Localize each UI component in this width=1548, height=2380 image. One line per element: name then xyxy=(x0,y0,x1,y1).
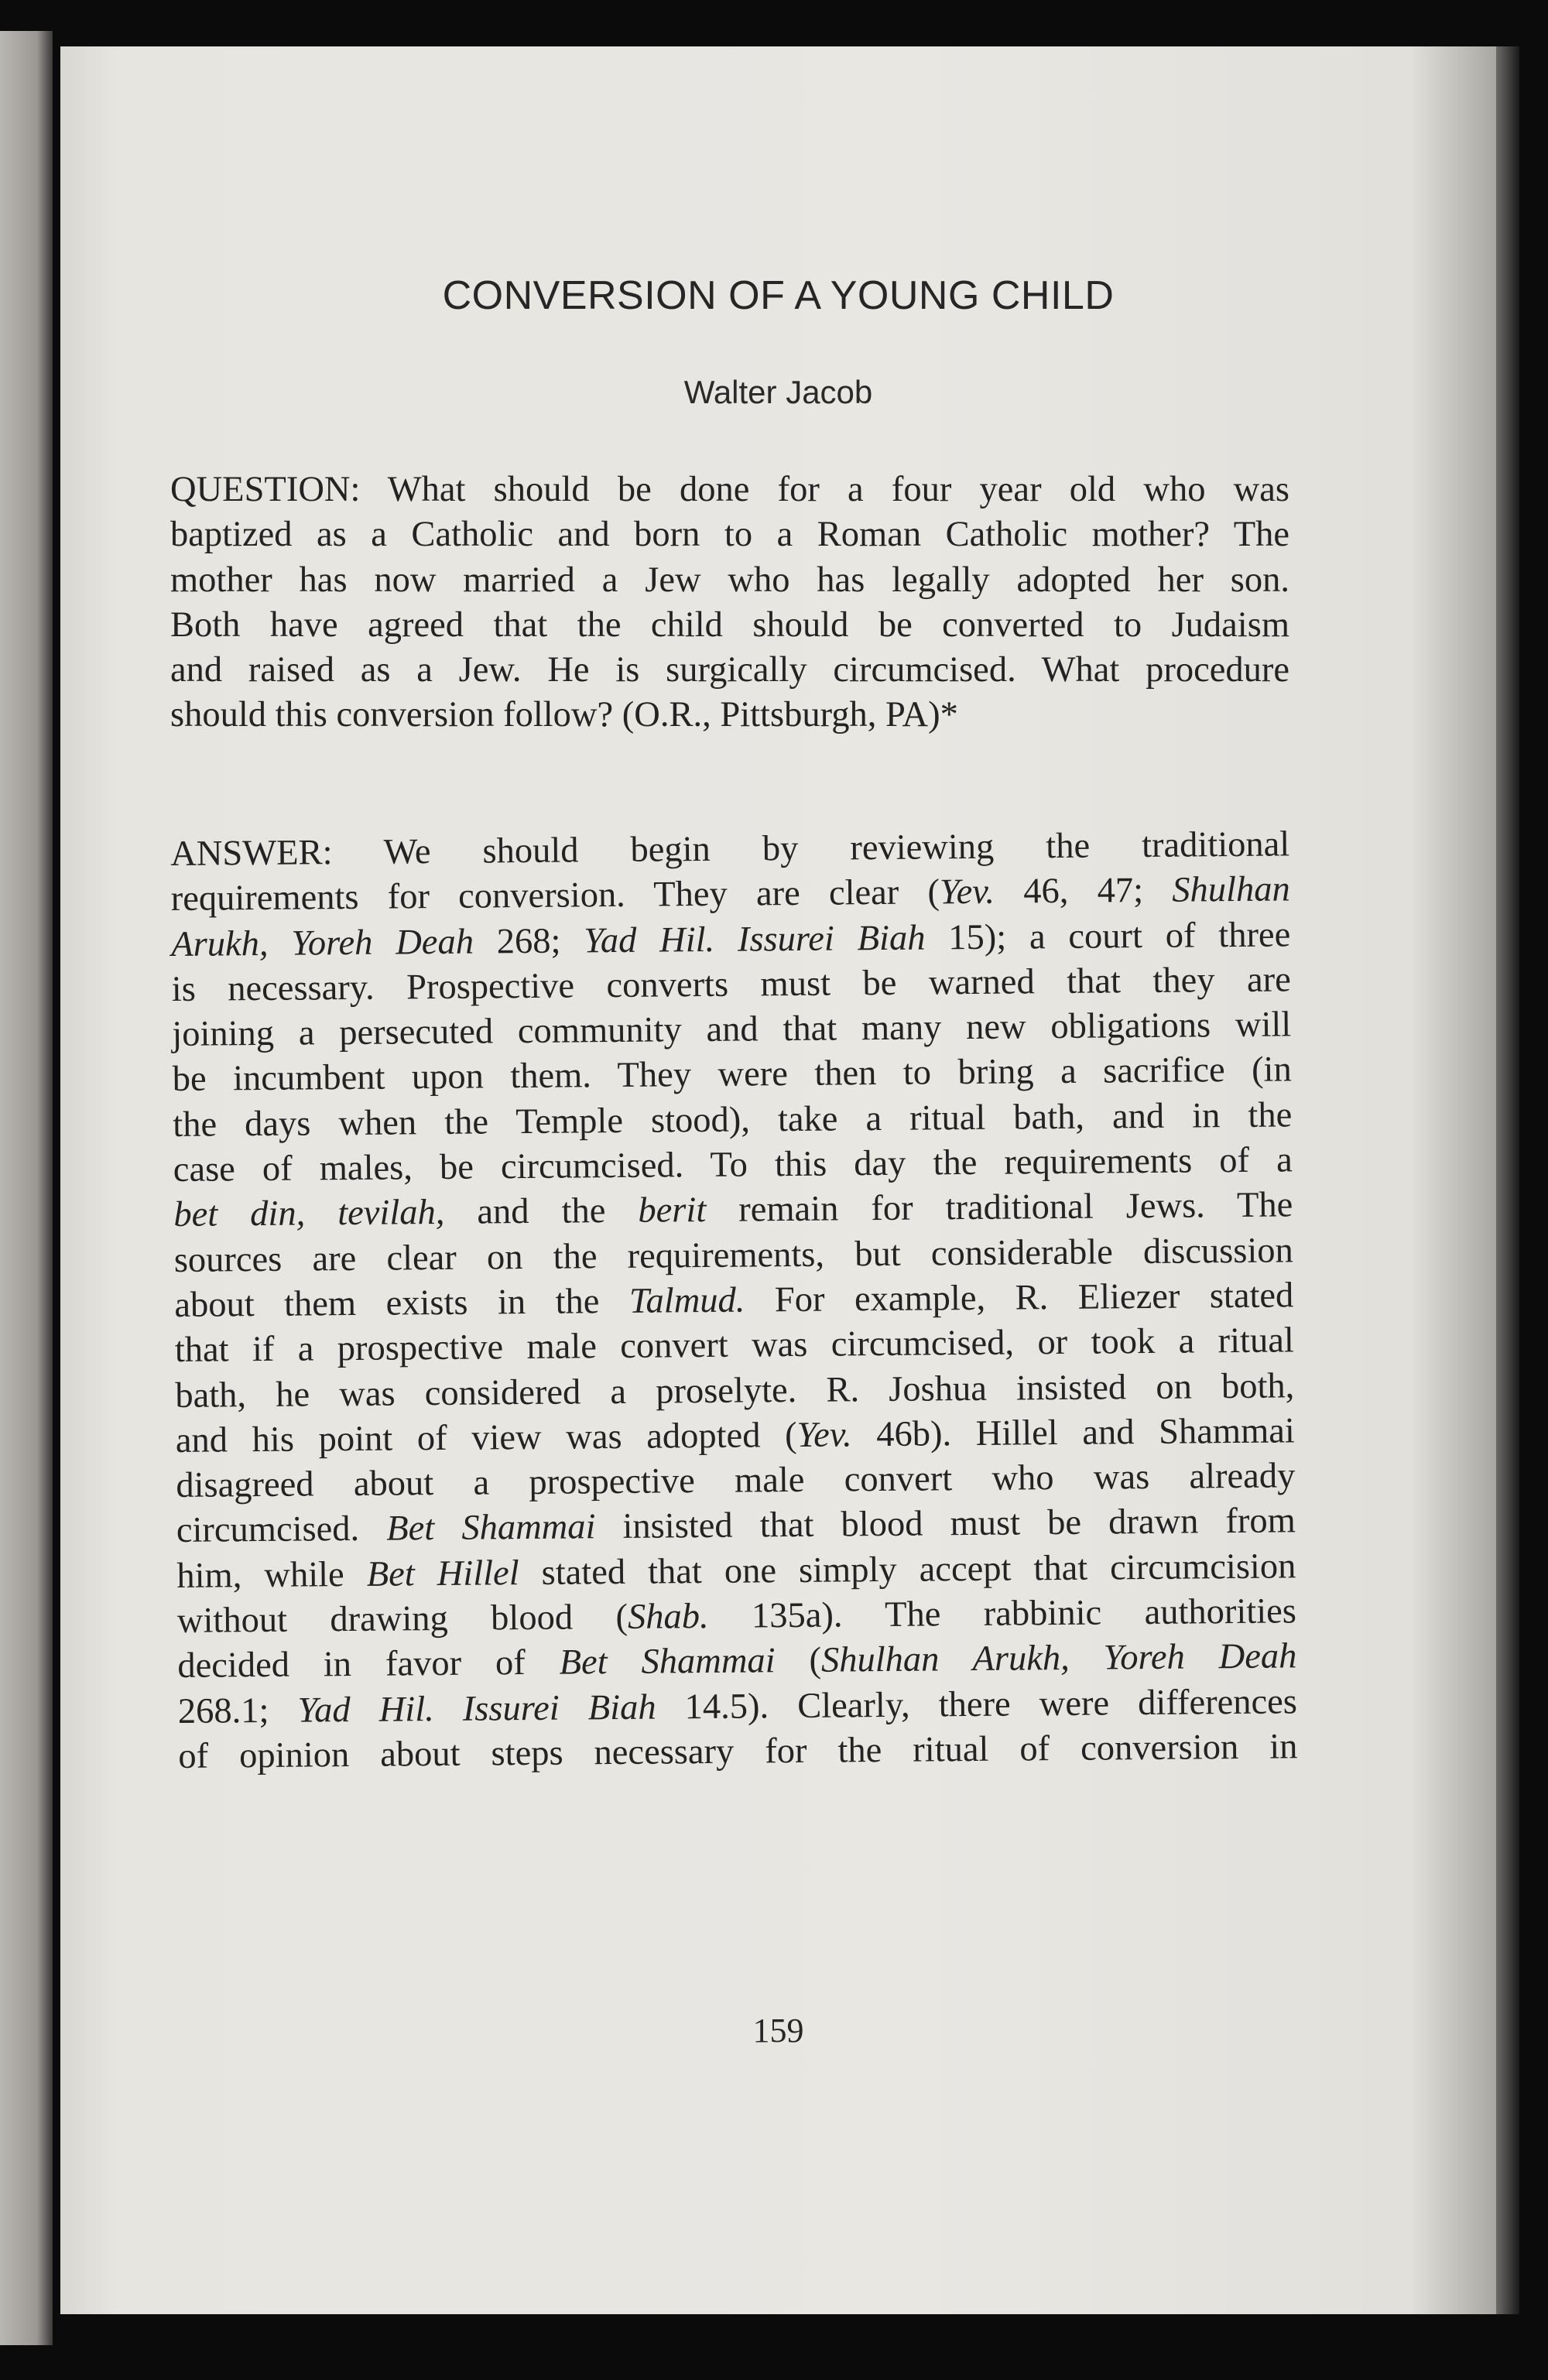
text-segment: bath, he was considered a proselyte. R. Joshua insisted on both, xyxy=(175,1365,1295,1416)
text-segment: ANSWER: We should begin by reviewing the traditional xyxy=(170,824,1290,874)
text-segment: without drawing blood ( xyxy=(176,1597,628,1642)
text-line xyxy=(170,467,1289,512)
text-segment: QUESTION: What should be done for a four year old who was xyxy=(170,470,1289,509)
text-segment: the days when the Temple stood), take a ritual bath, and in the xyxy=(173,1095,1293,1145)
text-segment: 15); a court of three xyxy=(925,914,1291,958)
text-segment: 46, 47; xyxy=(994,871,1173,913)
author-name: Walter Jacob xyxy=(683,374,873,410)
italic-text: Shulhan Arukh, Yoreh Deah xyxy=(820,1636,1297,1681)
text-segment: decided in favor of xyxy=(177,1642,560,1687)
text-segment: of opinion about steps necessary for the ritual of conversion in xyxy=(178,1727,1298,1776)
text-segment: that if a prospective male convert was circumcised, or took a ritual xyxy=(174,1320,1295,1371)
book-page xyxy=(60,46,1496,2314)
text-segment: stated that one simply accept that circumcision xyxy=(519,1546,1296,1593)
italic-text: Bet Shammai xyxy=(559,1641,776,1683)
text-segment: requirements for conversion. They are clear ( xyxy=(170,872,940,919)
text-segment: him, while xyxy=(176,1554,367,1596)
text-segment: 46b). Hillel and Shammai xyxy=(851,1411,1296,1455)
page-edge-shadow xyxy=(1496,46,1519,2314)
text-segment: mother has now married a Jew who has legally adopted her son. xyxy=(170,560,1289,600)
text-segment: Both have agreed that the child should be converted to Judaism xyxy=(170,604,1289,645)
italic-text: Bet Shammai xyxy=(386,1507,596,1550)
text-segment: 268.1; xyxy=(177,1690,298,1731)
italic-text: Shulhan xyxy=(1172,869,1290,911)
text-segment: should this conversion follow? (O.R., Pittsburgh, PA)* xyxy=(170,695,958,735)
text-segment: sources are clear on the requirements, but considerable discussion xyxy=(173,1231,1293,1280)
facing-page-edge xyxy=(0,31,53,2345)
text-segment: and the xyxy=(444,1191,639,1233)
text-segment: and raised as a Jew. He is surgically circumcised. What procedure xyxy=(170,650,1289,690)
text-line xyxy=(170,648,1289,693)
text-segment: be incumbent upon them. They were then to bring a sacrifice (in xyxy=(172,1050,1292,1100)
text-line xyxy=(170,512,1289,557)
italic-text: Yev. xyxy=(796,1415,852,1455)
italic-text: Yev. xyxy=(939,872,995,913)
italic-text: berit xyxy=(638,1190,707,1231)
text-segment: is necessary. Prospective converts must be warned that they are xyxy=(171,960,1291,1009)
text-segment: 135a). The rabbinic authorities xyxy=(708,1591,1297,1637)
italic-text: bet din, tevilah, xyxy=(173,1193,445,1235)
text-line xyxy=(170,603,1289,648)
text-segment: remain for traditional Jews. The xyxy=(706,1185,1293,1231)
text-segment: and his point of view was adopted ( xyxy=(175,1415,797,1461)
text-line xyxy=(170,693,1289,738)
text-segment: For example, R. Eliezer stated xyxy=(745,1276,1294,1320)
text-line xyxy=(178,1724,1297,1779)
italic-text: Yad Hil. Issurei Biah xyxy=(297,1687,656,1731)
question-paragraph xyxy=(170,467,1289,738)
text-segment: baptized as a Catholic and born to a Roman Catholic mother? The xyxy=(170,515,1289,555)
page-number: 159 xyxy=(752,2012,804,2050)
text-segment: ( xyxy=(775,1641,822,1681)
italic-text: Arukh, Yoreh Deah xyxy=(171,922,474,964)
article-title: CONVERSION OF A YOUNG CHILD xyxy=(442,273,1115,318)
italic-text: Bet Hillel xyxy=(366,1553,519,1594)
text-line xyxy=(170,558,1289,603)
text-segment: about them exists in the xyxy=(174,1281,630,1325)
text-segment: insisted that blood must be drawn from xyxy=(595,1501,1296,1547)
text-segment: 268; xyxy=(473,920,584,962)
italic-text: Shab. xyxy=(627,1597,709,1637)
text-segment: 14.5). Clearly, there were differences xyxy=(656,1681,1298,1728)
italic-text: Talmud. xyxy=(628,1280,745,1321)
text-segment: case of males, be circumcised. To this day the requirements of a xyxy=(173,1140,1293,1190)
italic-text: Yad Hil. Issurei Biah xyxy=(584,918,926,961)
text-segment: circumcised. xyxy=(176,1509,387,1551)
text-segment: joining a persecuted community and that many new obligations will xyxy=(172,1005,1292,1055)
answer-paragraph xyxy=(170,822,1298,1779)
text-segment: disagreed about a prospective male convert who was already xyxy=(176,1456,1296,1506)
